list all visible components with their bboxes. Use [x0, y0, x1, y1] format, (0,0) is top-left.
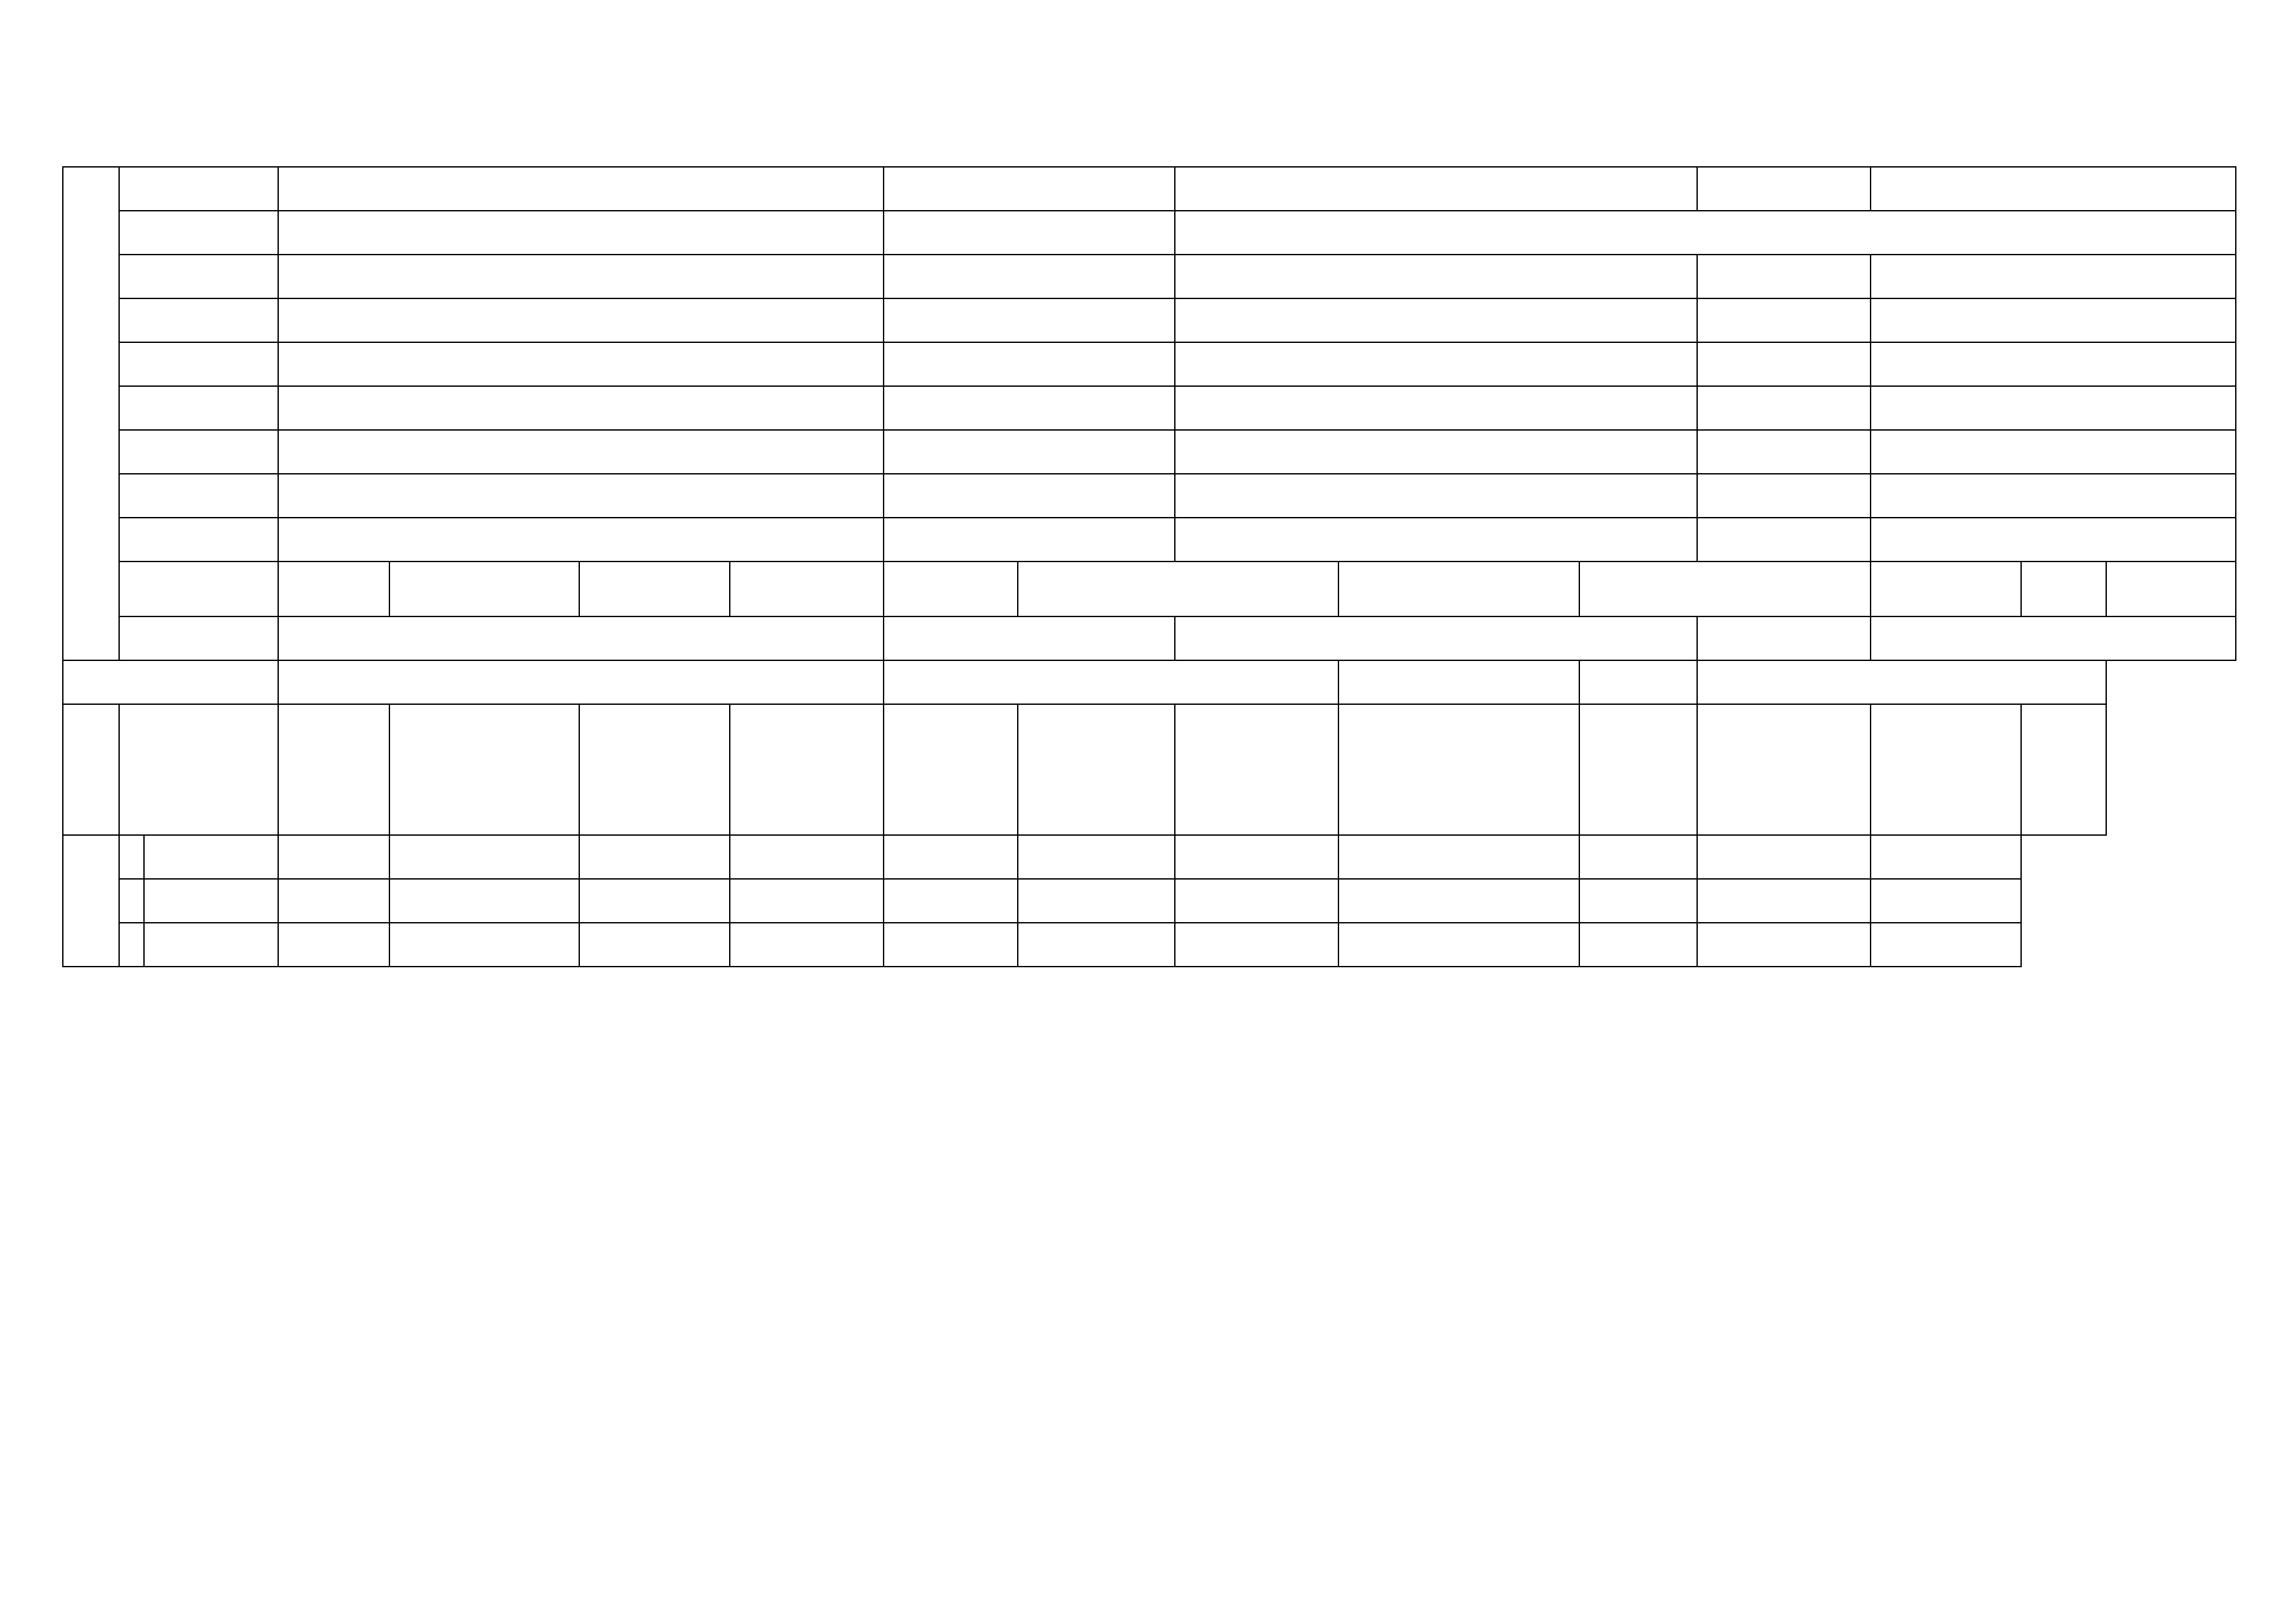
other-cell	[730, 923, 884, 967]
other-cell	[1338, 879, 1579, 923]
other-cell	[579, 923, 730, 967]
other-cell	[1871, 923, 2021, 967]
noise-invest-label	[730, 562, 884, 616]
other-cell	[579, 835, 730, 879]
eia-approval-org-label	[119, 298, 278, 342]
env-build-unit-value	[1175, 386, 1697, 430]
other-pollutants-label	[63, 835, 119, 967]
other-cell	[1697, 879, 1871, 923]
wastewater-invest-value	[278, 562, 389, 616]
actual-total-invest-value	[278, 518, 884, 562]
pollutant-header-5	[884, 704, 1018, 835]
pollutant-header-3	[579, 704, 730, 835]
annual-hours-value	[1871, 616, 2236, 660]
other-cell	[1579, 923, 1697, 967]
pollutant-header-11	[1871, 704, 2021, 835]
pollutant-section-label	[63, 704, 119, 835]
ratio-est-label	[1697, 474, 1871, 518]
env-build-unit-label	[884, 386, 1175, 430]
monitor-condition-value	[1871, 430, 2236, 474]
registration-table	[62, 166, 2236, 967]
monitor-condition-label	[1697, 430, 1871, 474]
other-cell	[1175, 923, 1338, 967]
green-invest-value	[1871, 562, 2021, 616]
eia-approval-org-value	[278, 298, 884, 342]
eia-unit-value	[1871, 255, 2236, 298]
acceptance-time-value	[1697, 660, 2106, 704]
industry-label	[119, 211, 278, 255]
other-cell	[579, 879, 730, 923]
annual-hours-label	[1697, 616, 1871, 660]
monitor-unit-value	[1175, 430, 1697, 474]
solid-invest-value	[1338, 562, 1579, 616]
design-capacity-value	[278, 255, 884, 298]
green-invest-label	[1579, 562, 1871, 616]
monitor-unit-label	[884, 430, 1175, 474]
pollutant-header-8	[1338, 704, 1579, 835]
other-cell	[884, 835, 1018, 879]
operation-unit-label	[63, 660, 278, 704]
other-cell	[278, 923, 389, 967]
actual-total-invest-label	[119, 518, 278, 562]
pollutant-header-1	[278, 704, 389, 835]
pollutant-header-0	[119, 704, 278, 835]
wastewater-invest-label	[119, 562, 278, 616]
permit-no-label	[1697, 386, 1871, 430]
other-invest-label	[2021, 562, 2106, 616]
other-invest-value	[2106, 562, 2236, 616]
permit-no-value	[1871, 386, 2236, 430]
other-cell	[1579, 835, 1697, 879]
other-cell	[389, 923, 579, 967]
total-invest-est-value	[278, 474, 884, 518]
credit-code-label	[884, 660, 1338, 704]
approval-no-label	[884, 298, 1175, 342]
pollutant-header-2	[389, 704, 579, 835]
other-cell	[1871, 835, 2021, 879]
pollutant-header-4	[730, 704, 884, 835]
operation-unit-value	[278, 660, 884, 704]
wastegas-invest-label	[389, 562, 579, 616]
permit-time-value	[1871, 342, 2236, 386]
other-cell	[884, 923, 1018, 967]
ratio-actual-label	[1697, 518, 1871, 562]
wastegas-invest-value	[579, 562, 730, 616]
acceptance-unit-label	[119, 430, 278, 474]
acceptance-unit-value	[278, 430, 884, 474]
other-cell	[1175, 879, 1338, 923]
pollutant-header-7	[1175, 704, 1338, 835]
other-cell	[389, 879, 579, 923]
other-cell	[1579, 879, 1697, 923]
fill-header	[0, 128, 2296, 168]
eia-unit-label	[1697, 255, 1871, 298]
env-invest-est-label	[884, 474, 1175, 518]
ratio-est-value	[1871, 474, 2236, 518]
ratio-actual-value	[1871, 518, 2236, 562]
env-design-unit-label	[119, 386, 278, 430]
construction-section-label	[63, 167, 119, 660]
other-cell	[389, 835, 579, 879]
new-gas-cap-value	[1175, 616, 1697, 660]
location-value	[1871, 167, 2236, 211]
other-cell	[1018, 923, 1175, 967]
other-cell	[144, 879, 278, 923]
actual-env-invest-value	[1175, 518, 1697, 562]
other-cell	[144, 923, 278, 967]
other-cell	[884, 879, 1018, 923]
nature-label	[884, 211, 1175, 255]
credit-code-value	[1338, 660, 1579, 704]
other-cell	[278, 835, 389, 879]
solid-invest-label	[1018, 562, 1338, 616]
other-cell	[1018, 835, 1175, 879]
actual-capacity-value	[1175, 255, 1697, 298]
approval-no-value	[1175, 298, 1697, 342]
other-cell	[1697, 835, 1871, 879]
actual-capacity-label	[884, 255, 1175, 298]
project-code-label	[884, 167, 1175, 211]
other-pollutant-name-2	[119, 879, 144, 923]
pollutant-header-9	[1579, 704, 1697, 835]
other-pollutant-name-1	[119, 835, 144, 879]
other-cell	[1338, 835, 1579, 879]
eia-doc-type-value	[1871, 298, 2236, 342]
other-cell	[1175, 835, 1338, 879]
other-pollutant-name-3	[119, 923, 144, 967]
other-cell	[730, 835, 884, 879]
new-water-cap-label	[119, 616, 278, 660]
project-name-value	[278, 167, 884, 211]
project-code-value	[1175, 167, 1697, 211]
actual-env-invest-label	[884, 518, 1175, 562]
env-design-unit-value	[278, 386, 884, 430]
other-cell	[1871, 879, 2021, 923]
other-cell	[144, 835, 278, 879]
pollutant-header-6	[1018, 704, 1175, 835]
design-capacity-label	[119, 255, 278, 298]
start-date-value	[278, 342, 884, 386]
permit-time-label	[1697, 342, 1871, 386]
location-label	[1697, 167, 1871, 211]
other-cell	[1697, 923, 1871, 967]
completion-date-value	[1175, 342, 1697, 386]
nature-value	[1175, 211, 2236, 255]
project-name-label	[119, 167, 278, 211]
new-gas-cap-label	[884, 616, 1175, 660]
eia-doc-type-label	[1697, 298, 1871, 342]
completion-date-label	[884, 342, 1175, 386]
other-cell	[278, 879, 389, 923]
pollutant-header-12	[2021, 704, 2106, 835]
total-invest-est-label	[119, 474, 278, 518]
pollutant-header-10	[1697, 704, 1871, 835]
other-cell	[1338, 923, 1579, 967]
other-cell	[730, 879, 884, 923]
env-invest-est-value	[1175, 474, 1697, 518]
acceptance-time-label	[1579, 660, 1697, 704]
new-water-cap-value	[278, 616, 884, 660]
industry-value	[278, 211, 884, 255]
noise-invest-value	[884, 562, 1018, 616]
start-date-label	[119, 342, 278, 386]
other-cell	[1018, 879, 1175, 923]
